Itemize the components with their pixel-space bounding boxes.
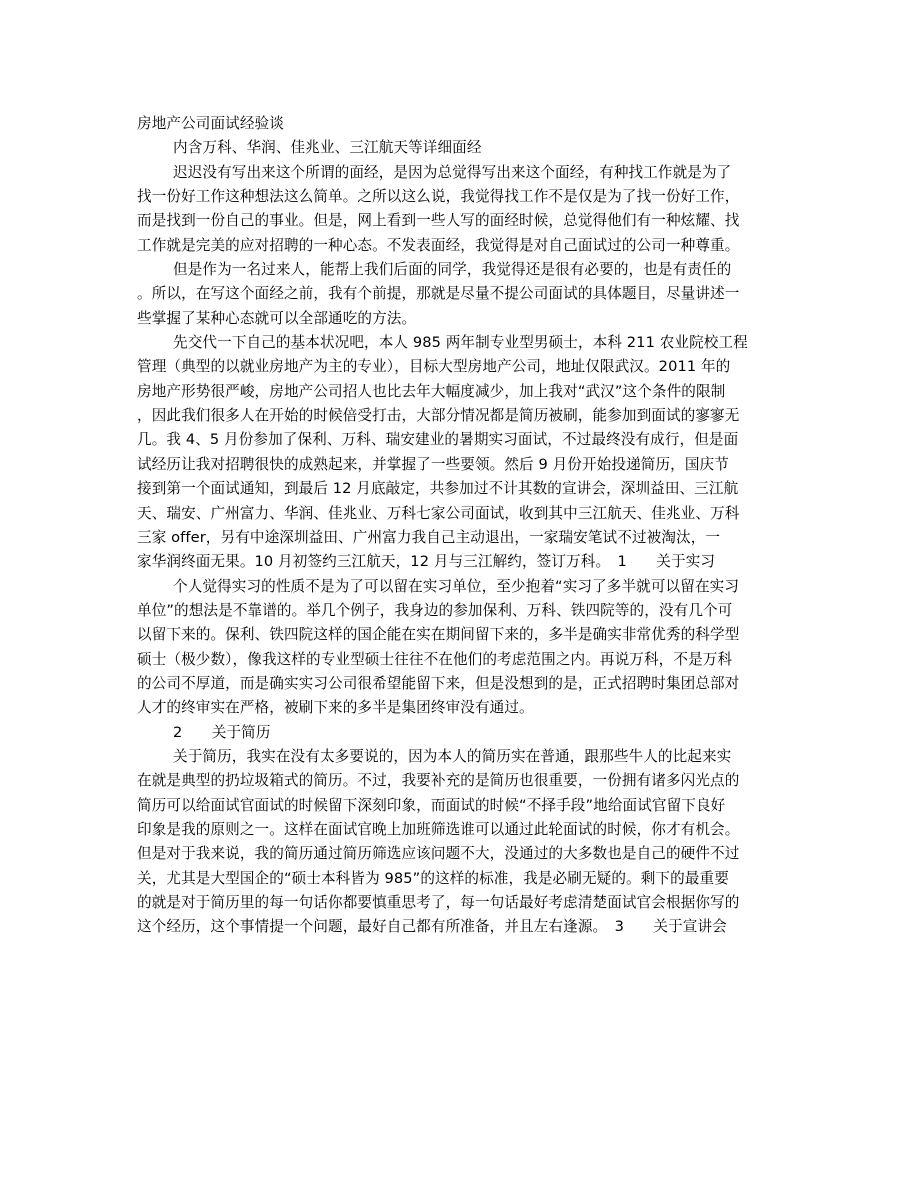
text-line: 印象是我的原则之一。这样在面试官晚上加班筛选谁可以通过此轮面试的时候，你才有机会。 (137, 820, 740, 838)
text-line: 关，尤其是大型国企的“硕士本科皆为 985”的这样的标准，我是必刷无疑的。剩下的最重要 (137, 869, 729, 887)
text-line: 接到第一个面试通知，到最后 12 月底敲定，共参加过不计其数的宣讲会，深圳益田、三江航 (137, 480, 739, 498)
text-line: 关于简历，我实在没有太多要说的，因为本人的简历实在普通，跟那些牛人的比起来实 (173, 747, 732, 765)
text-line: ，因此我们很多人在开始的时候倍受打击，大部分情况都是简历被刷，能参加到面试的寥寥无 (137, 407, 740, 425)
text-line: 但是对于我来说，我的简历通过简历筛选应该问题不大，没通过的大多数也是自己的硬件不过 (137, 845, 740, 863)
document-body (137, 112, 777, 940)
text-line: 天、瑞安、广州富力、华润、佳兆业、万科七家公司面试，收到其中三江航天、佳兆业、万科 (137, 504, 740, 522)
text-line: 而是找到一份自己的事业。但是，网上看到一些人写的面经时候，总觉得他们有一种炫耀、找 (137, 212, 740, 230)
text-line: 找一份好工作这种想法这么简单。之所以这么说，我觉得找工作不是仅是为了找一份好工作， (137, 188, 740, 206)
text-line: 几。我 4、5 月份参加了保利、万科、瑞安建业的暑期实习面试，不过最终没有成行，但是面 (137, 431, 739, 449)
text-line: 以留下来的。保利、铁四院这样的国企能在实在期间留下来的，多半是确实非常优秀的科学型 (137, 626, 740, 644)
text-line: 但是作为一名过来人，能帮上我们后面的同学，我觉得还是很有必要的，也是有责任的 (173, 261, 732, 279)
text-line: 迟迟没有写出来这个所谓的面经，是因为总觉得写出来这个面经，有种找工作就是为了 (173, 163, 732, 181)
text-line: 2 关于简历 (173, 723, 271, 741)
text-line: 这个经历，这个事情提一个问题，最好自己都有所准备，并且左右逢源。 3 关于宣讲会 (137, 918, 727, 936)
text-line: 家华润终面无果。10 月初签约三江航天，12 月与三江解约，签订万科。 1 关于实习 (137, 553, 716, 571)
text-line: 内含万科、华润、佳兆业、三江航天等详细面经 (173, 139, 482, 157)
text-line: 管理（典型的以就业房地产为主的专业），目标大型房地产公司，地址仅限武汉。2011 年的 (137, 358, 731, 376)
text-line: 人才的终审实在严格，被刷下来的多半是集团终审没有通过。 (137, 699, 534, 717)
text-line: 。所以，在写这个面经之前，我有个前提，那就是尽量不提公司面试的具体题目，尽量讲述一 (137, 285, 740, 303)
text-line: 的公司不厚道，而是确实实习公司很希望能留下来，但是没想到的是，正式招聘时集团总部对 (137, 674, 740, 692)
text-line: 三家 offer，另有中途深圳益田、广州富力我自己主动退出，一家瑞安笔试不过被淘汰，一 (137, 528, 721, 546)
text-line: 在就是典型的扔垃圾箱式的简历。不过，我要补充的是简历也很重要，一份拥有诸多闪光点的 (137, 772, 740, 790)
text-line: 单位”的想法是不靠谱的。举几个例子，我身边的参加保利、万科、铁四院等的，没有几个可 (137, 601, 733, 619)
text-line: 试经历让我对招聘很快的成熟起来，并掌握了一些要领。然后 9 月份开始投递简历，国庆节 (137, 455, 729, 473)
text-line: 些掌握了某种心态就可以全部通吃的方法。 (137, 309, 417, 327)
text-line: 工作就是完美的应对招聘的一种心态。不发表面经，我觉得是对自己面试过的公司一种尊重。 (137, 236, 740, 254)
text-line: 房地产形势很严峻，房地产公司招人也比去年大幅度减少，加上我对“武汉”这个条件的限制 (137, 382, 726, 400)
text-line: 硕士（极少数），像我这样的专业型硕士往往不在他们的考虑范围之内。再说万科，不是万科 (137, 650, 733, 668)
text-line: 先交代一下自己的基本状况吧，本人 985 两年制专业型男硕士，本科 211 农业院校工程 (173, 334, 748, 352)
text-line: 简历可以给面试官面试的时候留下深刻印象，而面试的时候“不择手段”地给面试官留下良好 (137, 796, 726, 814)
document-title: 房地产公司面试经验谈 (137, 115, 284, 132)
text-line: 的就是对于简历里的每一句话你都要慎重思考了，每一句话最好考虑清楚面试官会根据你写的 (137, 894, 740, 911)
text-line: 个人觉得实习的性质不是为了可以留在实习单位，至少抱着“实习了多半就可以留在实习 (173, 577, 740, 595)
